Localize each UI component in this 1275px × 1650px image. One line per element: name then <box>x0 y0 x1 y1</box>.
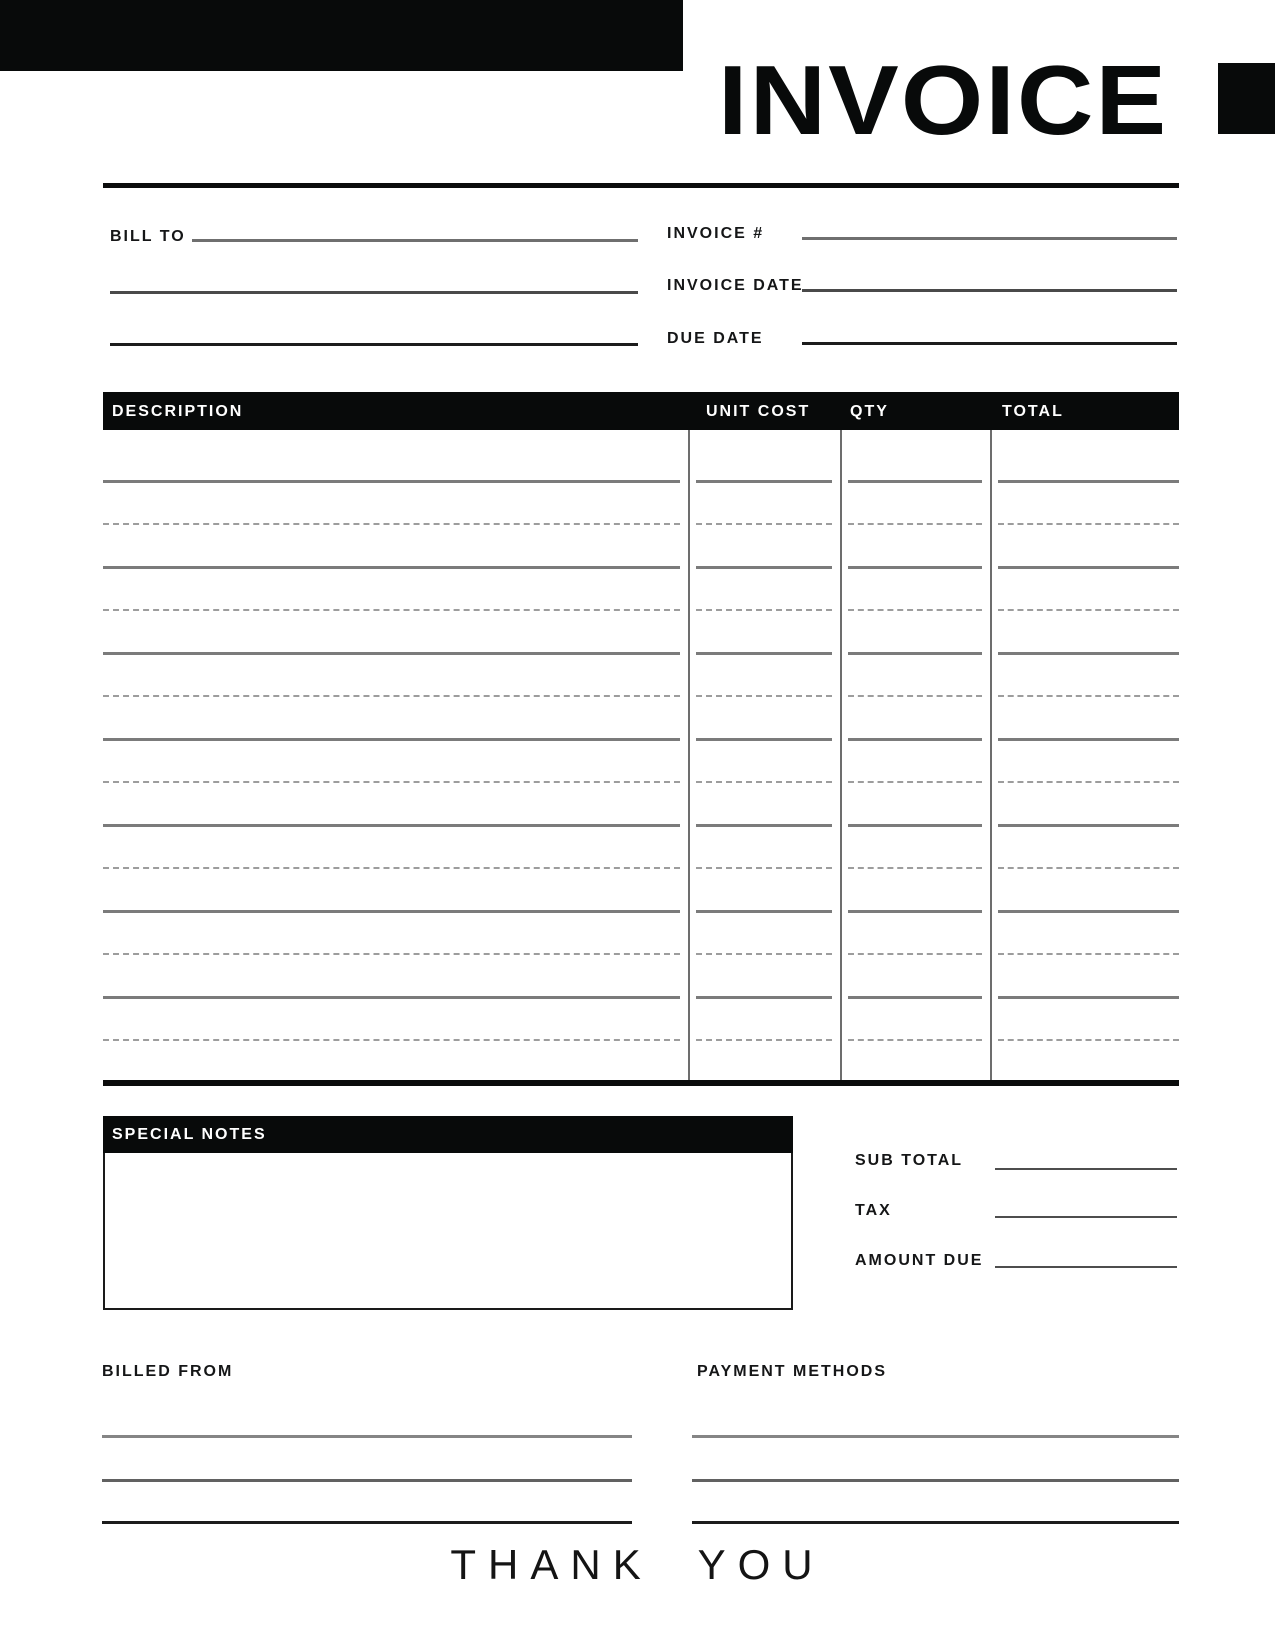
tax-label: TAX <box>855 1202 892 1219</box>
invoice-number-line[interactable] <box>802 237 1177 240</box>
amount-due-line[interactable] <box>995 1266 1177 1268</box>
invoice-date-line[interactable] <box>802 289 1177 292</box>
table-bottom-rule <box>103 1080 1179 1086</box>
due-date-label: DUE DATE <box>667 330 764 347</box>
invoice-number-label: INVOICE # <box>667 225 765 242</box>
bill-to-label: BILL TO <box>110 228 186 245</box>
column-header-qty: QTY <box>850 403 889 420</box>
special-notes-input-area[interactable] <box>103 1153 793 1310</box>
items-table-header <box>103 392 1179 430</box>
column-separator-1 <box>688 430 690 1083</box>
tax-line[interactable] <box>995 1216 1177 1218</box>
billed-from-line-1[interactable] <box>102 1435 632 1438</box>
top-divider-rule <box>103 183 1179 188</box>
due-date-line[interactable] <box>802 342 1177 345</box>
billed-from-label: BILLED FROM <box>102 1363 234 1380</box>
masthead-right-square <box>1218 63 1275 134</box>
bill-to-line-2[interactable] <box>110 291 638 294</box>
thank-you-text: THANK YOU <box>450 1541 825 1588</box>
amount-due-label: AMOUNT DUE <box>855 1252 984 1269</box>
column-separator-3 <box>990 430 992 1083</box>
column-header-total: TOTAL <box>1002 403 1064 420</box>
page-title: INVOICE <box>718 45 1169 155</box>
bill-to-line-1[interactable] <box>192 239 638 242</box>
payment-methods-label: PAYMENT METHODS <box>697 1363 888 1380</box>
special-notes-header <box>103 1116 793 1153</box>
column-header-unit-cost: UNIT COST <box>706 403 811 420</box>
special-notes-label: SPECIAL NOTES <box>112 1126 267 1143</box>
payment-methods-line-3[interactable] <box>692 1521 1179 1524</box>
column-separator-2 <box>840 430 842 1083</box>
column-header-description: DESCRIPTION <box>112 403 244 420</box>
billed-from-line-3[interactable] <box>102 1521 632 1524</box>
sub-total-line[interactable] <box>995 1168 1177 1170</box>
masthead-left-bar <box>0 0 683 71</box>
payment-methods-line-1[interactable] <box>692 1435 1179 1438</box>
billed-from-line-2[interactable] <box>102 1479 632 1482</box>
bill-to-line-3[interactable] <box>110 343 638 346</box>
sub-total-label: SUB TOTAL <box>855 1152 964 1169</box>
invoice-date-label: INVOICE DATE <box>667 277 804 294</box>
payment-methods-line-2[interactable] <box>692 1479 1179 1482</box>
